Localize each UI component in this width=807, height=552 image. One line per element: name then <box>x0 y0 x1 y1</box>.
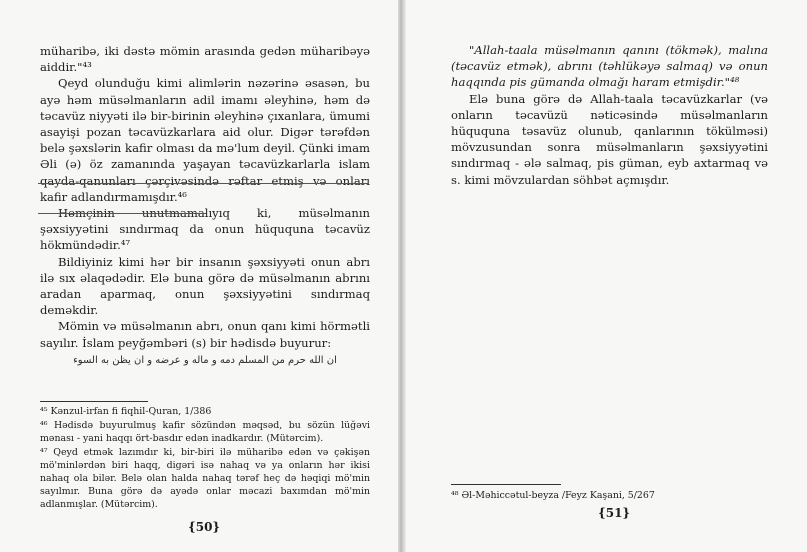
paragraph-3: Həmçinin unutmamalıyıq ki, müsəlmanın şəxsiyyətini sındırmaq da onun hüququna təcavüz hökmündədir.⁴⁷ <box>40 206 370 253</box>
red-underline-1 <box>38 183 368 184</box>
page-number-right: {51} <box>598 506 631 520</box>
footnote-45: ⁴⁵ Kənzul-irfan fi fiqhil-Quran, 1/386 <box>40 406 212 417</box>
right-page-body <box>451 42 768 188</box>
footnote-divider <box>40 401 148 402</box>
footnote-divider-right <box>451 484 561 485</box>
footnote-47: ⁴⁷ Qeyd etmək lazımdır ki, bir-biri ilə müharibə edən və çəkişən mö'minlərdən biri haqq, digəri isə nahaq və ya onların hər ikisi nahaq ola bilər. Belə olan halda nahaq tərəf heç də həqiqi mö'min sayılmır. Buna görə də ayədə onlar məcazi baxımdan mö'min adlanmışlar. (Mütərcim). <box>40 447 370 510</box>
paragraph-4: Bildiyiniz kimi hər bir insanın şəxsiyyəti onun abrı ilə sıx əlaqədədir. Elə buna görə də müsəlmanın abrını aradan aparmaq, onun şəxsiyyətini sındırmaq deməkdir. <box>40 254 370 318</box>
right-page <box>404 0 807 552</box>
hadith-quote: "Allah-taala müsəlmanın qanını (tökmək), malına (təcavüz etmək), abrını (təhlükəyə salmaq) və onun haqqında pis gümanda olmağı haram etmişdir."⁴⁸ <box>451 43 768 90</box>
arabic-hadith-line: ان الله حرم من المسلم دمه و ماله و عرضه و ان يظن به السوء <box>73 354 337 366</box>
left-footnotes <box>40 405 370 512</box>
red-underline-2 <box>38 213 206 214</box>
footnote-46: ⁴⁶ Hədisdə buyurulmuş kafir sözündən məqsəd, bu sözün lüğəvi mənası - yani haqqı ört-basdır edən inadkardır. (Mütərcim). <box>40 420 370 444</box>
paragraph-2: Qeyd olunduğu kimi alimlərin nəzərinə əsasən, bu ayə həm müsəlmanların adil imamı əleyhinə, həm də təcavüz niyyəti ilə bir-birinin əleyhinə çıxanlara, ümumi asayişi pozan təcavüzkarlara aid olur. Digər tərəfdən belə şəxslərin kafir olması da mə'lum deyil. Çünki imam Əli (ə) öz zamanında yaşayan təcavüzkarlarla islam qayda-qanunları çərçivəsində rəftar etmiş və onları kafir adlandırmamışdır.⁴⁶ <box>40 76 370 204</box>
footnote-48: ⁴⁸ Əl-Məhiccətul-beyza /Feyz Kaşani, 5/267 <box>451 490 655 501</box>
paragraph-1: müharibə, iki dəstə mömin arasında gedən müharibəyə aiddir."⁴³ <box>40 44 370 75</box>
left-page-body <box>40 43 370 369</box>
left-page <box>0 0 400 552</box>
right-paragraph: Elə buna görə də Allah-taala təcavüzkarlar (və onların təcavüzü nəticəsində müsəlmanların hüququna təsavüz olunub, qanlarının tökülməsi) mövzusundan sonra müsəlmanların şəxsiyyətini sındırmaq - ələ salmaq, pis güman, eyb axtarmaq və s. kimi mövzulardan söhbət açmışdır. <box>451 91 768 187</box>
page-number-left: {50} <box>188 520 221 534</box>
paragraph-5: Mömin və müsəlmanın abrı, onun qanı kimi hörmətli sayılır. İslam peyğəmbəri (s) bir hədisdə buyurur: <box>40 319 370 350</box>
right-footnotes <box>451 489 768 503</box>
